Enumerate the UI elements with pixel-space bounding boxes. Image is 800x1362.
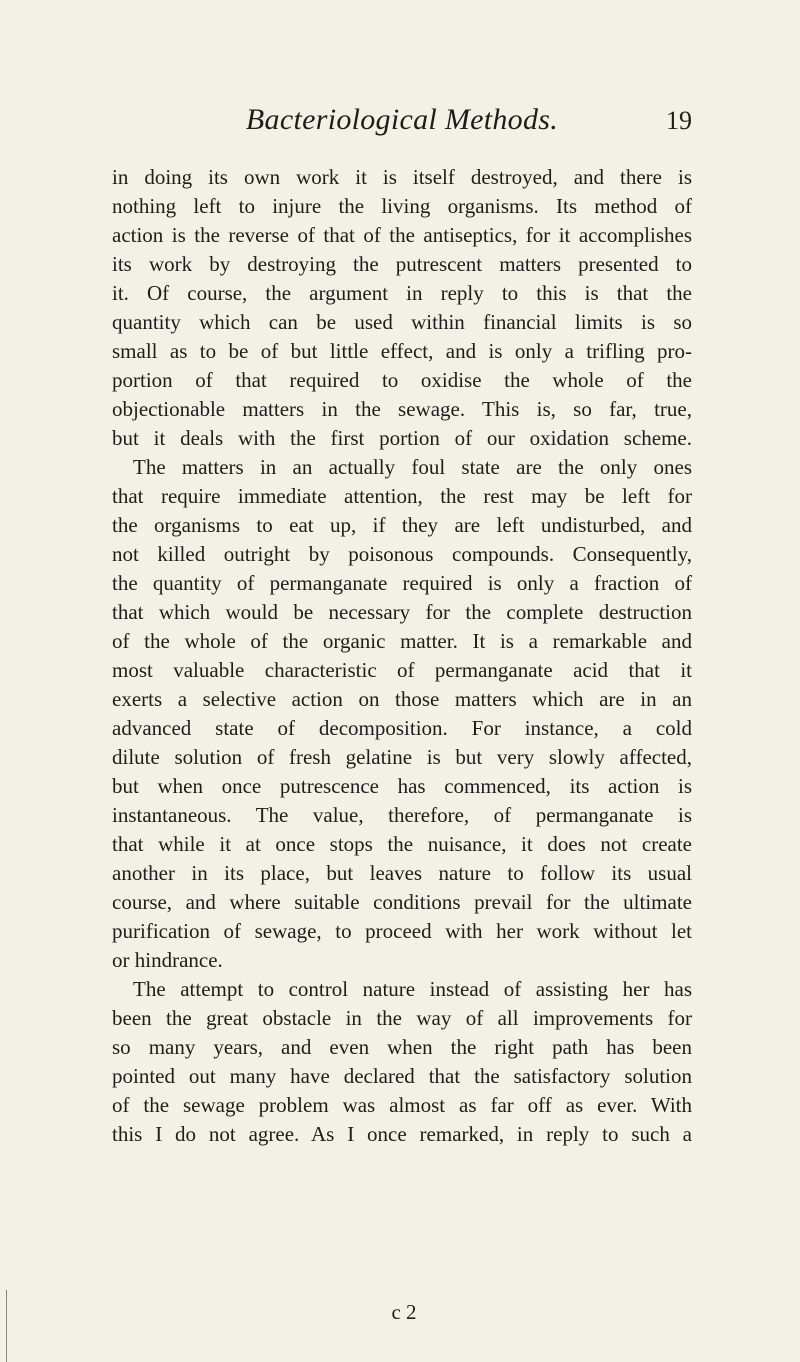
page-number: 19 — [666, 106, 692, 135]
text-line: purification of sewage, to proceed with her work without let — [112, 919, 692, 943]
body-text — [112, 163, 692, 1149]
paragraph-2 — [112, 975, 692, 1149]
text-line: action is the reverse of that of the antiseptics, for it accomplishes — [112, 223, 692, 247]
text-line: it. Of course, the argument in reply to this is that the — [112, 281, 692, 305]
text-line: nothing left to injure the living organisms. Its method of — [112, 194, 692, 218]
text-line: pointed out many have declared that the satisfactory solution — [112, 1064, 692, 1088]
text-line: course, and where suitable conditions prevail for the ultimate — [112, 890, 692, 914]
text-line: of the whole of the organic matter. It is a remarkable and — [112, 629, 692, 653]
signature-mark: c 2 — [391, 1300, 417, 1324]
text-line: the quantity of permanganate required is only a fraction of — [112, 571, 692, 595]
running-title: Bacteriological Methods. — [245, 103, 559, 136]
text-line: portion of that required to oxidise the whole of the — [112, 368, 692, 392]
text-line: the organisms to eat up, if they are left undisturbed, and — [112, 513, 692, 537]
text-line: instantaneous. The value, therefore, of permanganate is — [112, 803, 692, 827]
text-line: The matters in an actually foul state are the only ones — [133, 455, 692, 479]
text-line: in doing its own work it is itself destroyed, and there is — [112, 165, 692, 189]
text-line: most valuable characteristic of permanganate acid that it — [112, 658, 692, 682]
text-line: but it deals with the first portion of our oxidation scheme. — [112, 426, 692, 450]
text-line: that require immediate attention, the rest may be left for — [112, 484, 692, 508]
text-line: dilute solution of fresh gelatine is but very slowly affected, — [112, 745, 692, 769]
text-line: that which would be necessary for the complete destruction — [112, 600, 692, 624]
text-line: so many years, and even when the right path has been — [112, 1035, 692, 1059]
text-line: not killed outright by poisonous compounds. Consequently, — [112, 542, 692, 566]
paragraph-1 — [112, 163, 692, 975]
text-line: advanced state of decomposition. For instance, a cold — [112, 716, 692, 740]
scan-edge-line — [6, 1290, 7, 1362]
text-line: been the great obstacle in the way of all improvements for — [112, 1006, 692, 1030]
text-line: of the sewage problem was almost as far off as ever. With — [112, 1093, 692, 1117]
text-line: another in its place, but leaves nature to follow its usual — [112, 861, 692, 885]
text-line: exerts a selective action on those matters which are in an — [112, 687, 692, 711]
text-line: objectionable matters in the sewage. This is, so far, true, — [112, 397, 692, 421]
text-line: The attempt to control nature instead of assisting her has — [133, 977, 692, 1001]
text-line: but when once putrescence has commenced, its action is — [112, 774, 692, 798]
text-line: small as to be of but little effect, and is only a trifling pro- — [112, 339, 692, 363]
text-line: its work by destroying the putrescent matters presented to — [112, 252, 692, 276]
text-line: or hindrance. — [112, 948, 223, 972]
text-line: that while it at once stops the nuisance, it does not create — [112, 832, 692, 856]
text-line: this I do not agree. As I once remarked, in reply to such a — [112, 1122, 692, 1146]
text-line: quantity which can be used within financial limits is so — [112, 310, 692, 334]
running-head — [112, 100, 692, 140]
